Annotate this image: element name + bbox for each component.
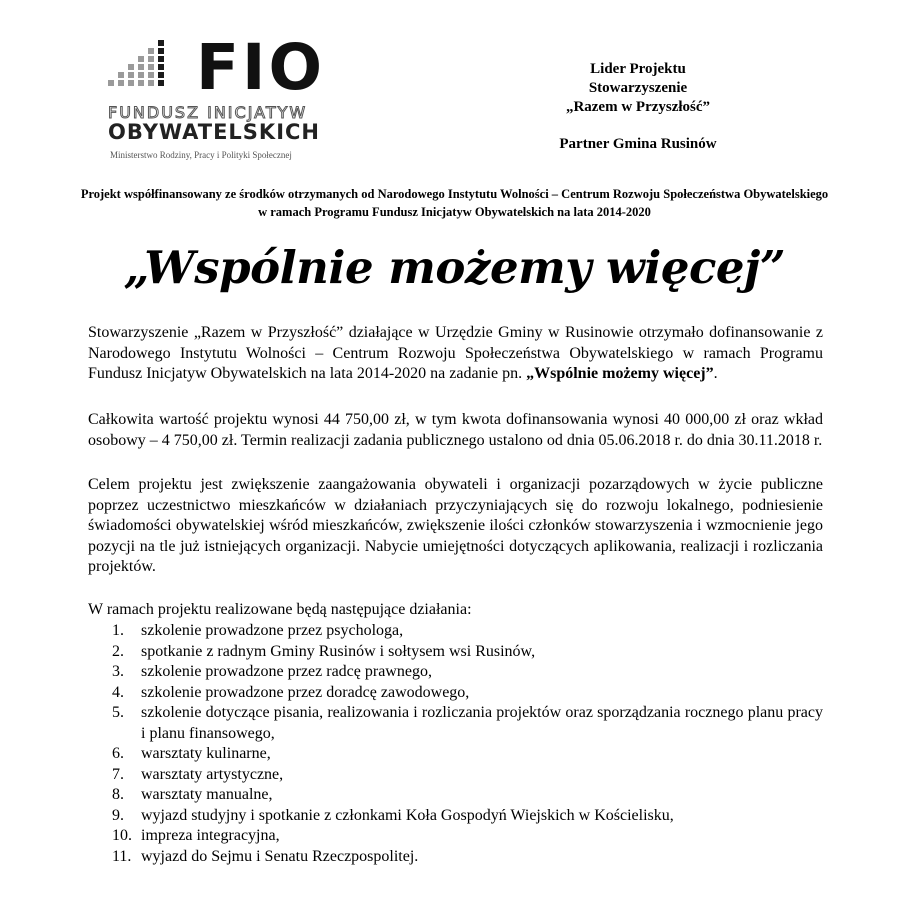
list-number: 8. (112, 786, 124, 803)
list-item (88, 683, 823, 704)
fio-logo (104, 31, 344, 164)
list-text: spotkanie z radnym Gminy Rusinów i sołtysem wsi Rusinów, (141, 642, 536, 660)
list-text: warsztaty manualne, (141, 786, 273, 803)
list-number: 9. (112, 806, 124, 824)
list-number: 5. (112, 704, 124, 721)
list-number: 7. (112, 765, 124, 783)
list-number: 1. (112, 622, 124, 639)
list-number: 2. (112, 642, 124, 660)
dot-matrix-logo-icon (104, 34, 194, 94)
list-number: 4. (112, 683, 124, 701)
logo-line-1: FUNDUSZ INICJATYW (108, 103, 308, 122)
intro-paragraph (88, 323, 823, 385)
logo-letters: FIO (196, 31, 326, 104)
activities-intro: W ramach projektu realizowane będą następujące działania: (88, 601, 472, 618)
list-item (88, 703, 823, 744)
list-number: 6. (112, 745, 124, 762)
goal-paragraph: Celem projektu jest zwiększenie zaangażowania obywateli i organizacji pozarządowych w życie publiczne poprzez uczestnictwo mieszkańców w działaniach przyczyniających się do rozwoju lokalnego, podniesienie świadomości obywatelskiej wśród mieszkańców, zwiększenie ilości członków stowarzyszenia i wzmocnienie jego pozycji na tle już istniejących organizacji. Nabycie umiejętności dotyczących aplikowania, realizacji i rozliczania projektów. (88, 476, 823, 575)
list-item (88, 744, 823, 765)
page-title: „Wspólnie możemy więcej” (123, 241, 786, 294)
list-item (88, 765, 823, 786)
list-item (88, 806, 823, 827)
cofinancing-note: Projekt współfinansowany ze środków otrzymanych od Narodowego Instytutu Wolności – Centrum Rozwoju Społeczeństwa Obywatelskiego w ramach Programu Fundusz Inicjatyw Obywatelskich na lata 2014-2020 (80, 187, 829, 219)
list-text: szkolenie prowadzone przez psychologa, (141, 622, 404, 639)
list-number: 11. (112, 847, 132, 865)
activities-list (88, 621, 823, 867)
list-item (88, 662, 823, 683)
list-text: wyjazd studyjny i spotkanie z członkami Koła Gospodyń Wiejskich w Kościelisku, (141, 806, 674, 824)
list-number: 3. (112, 663, 124, 680)
list-item (88, 785, 823, 806)
list-text: warsztaty kulinarne, (141, 745, 271, 762)
list-item (88, 621, 823, 642)
list-text: wyjazd do Sejmu i Senatu Rzeczpospolitej. (141, 847, 419, 865)
association-label: Stowarzyszenie (588, 80, 688, 96)
list-text: szkolenie dotyczące pisania, realizowania i rozliczania projektów oraz sporządzania rocznego planu pracy i planu finansowego, (141, 704, 823, 742)
list-text: szkolenie prowadzone przez doradcę zawodowego, (141, 683, 470, 701)
task-name: „Wspólnie możemy więcej” (526, 365, 714, 382)
list-text: impreza integracyjna, (141, 827, 280, 844)
list-item (88, 826, 823, 847)
logo-line-2: OBYWATELSKICH (108, 120, 321, 144)
intro-text: Stowarzyszenie „Razem w Przyszłość” działające w Urzędzie Gminy w Rusinowie otrzymało dofinansowanie z Narodowego Instytutu Wolności – Centrum Rozwoju Społeczeństwa Obywatelskiego w ramach Programu Fundusz Inicjatyw Obywatelskich na lata 2014-2020 na zadanie pn. (88, 324, 823, 382)
list-item (88, 847, 823, 868)
project-header (520, 60, 756, 154)
list-text: szkolenie prowadzone przez radcę prawnego, (141, 663, 432, 680)
list-item (88, 642, 823, 663)
logo-ministry: Ministerstwo Rodziny, Pracy i Polityki Społecznej (110, 150, 292, 160)
budget-paragraph: Całkowita wartość projektu wynosi 44 750,00 zł, w tym kwota dofinansowania wynosi 40 000,00 zł oraz wkład osobowy – 4 750,00 zł. Termin realizacji zadania publicznego ustalono od dnia 05.06.2018 r. do dnia 30.11.2018 r. (88, 411, 823, 449)
association-name: „Razem w Przyszłość” (565, 99, 711, 115)
leader-label: Lider Projektu (590, 61, 686, 77)
list-number: 10. (112, 827, 132, 844)
partner-label: Partner Gmina Rusinów (559, 136, 717, 152)
list-text: warsztaty artystyczne, (141, 765, 284, 783)
intro-end: . (713, 365, 718, 382)
